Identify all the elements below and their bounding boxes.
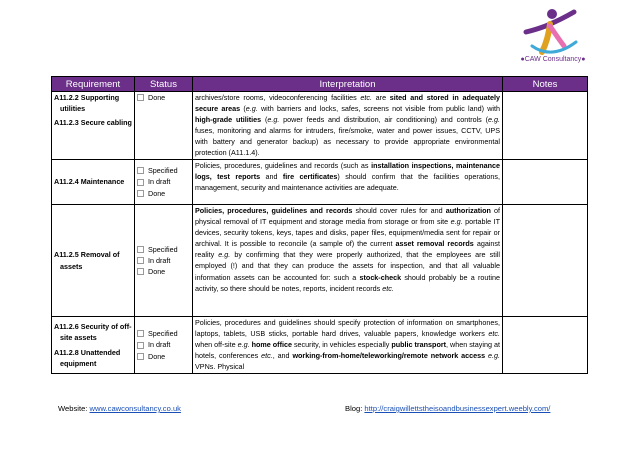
requirement-label: A11.2.4 Maintenance <box>54 177 125 187</box>
interpretation-text: ) should confirm that the facilities operations, management, security and maintenance activities are adequate. <box>195 172 500 193</box>
interpretation-text: ( <box>261 115 268 125</box>
interpretation-text: fire certificates <box>282 172 338 182</box>
interpretation-text: VPNs. Physical <box>195 362 245 372</box>
checkbox-icon[interactable] <box>137 190 144 197</box>
header-status: Status <box>135 77 193 92</box>
interpretation-text: e.g. <box>245 104 258 114</box>
notes-cell[interactable] <box>503 205 588 317</box>
header-requirement: Requirement <box>52 77 135 92</box>
status-option[interactable]: Done <box>137 351 190 362</box>
status-option[interactable]: Specified <box>137 328 190 339</box>
interpretation-text: , when staying at hotels, conferences <box>195 340 500 361</box>
interpretation-text: stock-check <box>359 272 402 282</box>
website-link[interactable]: www.cawconsultancy.co.uk <box>89 404 181 413</box>
interpretation-text: of physical removal of IT equipment and storage media from storage or from site <box>195 206 500 227</box>
interpretation-text: should cover rules for and <box>352 206 446 215</box>
interpretation-text: asset removal records <box>395 239 474 249</box>
interpretation-text: e.g. <box>218 250 231 260</box>
requirement-label: A11.2.2 Supporting utilities <box>54 93 120 114</box>
blog-footer: Blog: http://craigwillettstheisoandbusinessexpert.weebly.com/ <box>345 404 551 413</box>
requirement-label: A11.2.6 Security of off-site assets <box>54 322 132 343</box>
interpretation-text: etc. <box>382 283 394 293</box>
requirement-label: A11.2.8 Unattended equipment <box>54 347 121 368</box>
interpretation-text: Policies, procedures, guidelines and records (such as <box>195 161 372 170</box>
interpretation-text: home office <box>251 340 292 350</box>
interpretation-cell <box>193 205 503 317</box>
status-cell <box>135 317 193 374</box>
interpretation-text: etc. <box>360 93 372 102</box>
status-option[interactable]: Specified <box>137 165 190 176</box>
checkbox-icon[interactable] <box>137 179 144 186</box>
table-row <box>52 205 588 317</box>
interpretation-text: when off-site <box>195 340 238 350</box>
status-option[interactable]: In draft <box>137 339 190 350</box>
interpretation-text: etc. <box>261 351 273 361</box>
checkbox-icon[interactable] <box>137 167 144 174</box>
interpretation-text: fuses, monitoring and alarms for intruders, fire/smoke, water and power issues, CCTV, UPS with battery and generator backup) as necessary to provide appropriate environmental protection (A11.1.4). <box>195 126 500 158</box>
interpretation-text: by confirming that they were properly authorized, that the employees are still employed (!) and that they can produce the assets for inspection, and that all valuable information assets can be accounted for: such a <box>195 250 500 282</box>
interpretation-text: ( <box>240 104 246 114</box>
interpretation-cell <box>193 92 503 160</box>
requirement-cell <box>52 92 135 160</box>
interpretation-text: Policies, procedures and guidelines should specify protection of information on smartphones, laptops, tablets, USB sticks, portable hard drives, valuable papers, knowledge workers <box>195 318 500 339</box>
status-option[interactable]: In draft <box>137 255 190 266</box>
notes-cell[interactable] <box>503 317 588 374</box>
interpretation-text: and <box>260 172 283 182</box>
header-notes: Notes <box>503 77 588 92</box>
status-cell <box>135 160 193 205</box>
status-option[interactable]: Done <box>137 92 190 103</box>
interpretation-text: are <box>371 93 390 102</box>
interpretation-text: against reality <box>195 239 500 260</box>
interpretation-text: with barriers and locks, safes, screens not visible from public land) with <box>257 104 500 114</box>
interpretation-cell <box>193 160 503 205</box>
interpretation-text: should probably be a routine activity, so there should be notes, reports, incident records <box>195 272 500 293</box>
checkbox-icon[interactable] <box>137 342 144 349</box>
status-option[interactable]: Done <box>137 266 190 277</box>
status-option[interactable]: In draft <box>137 176 190 187</box>
header-interpretation: Interpretation <box>193 77 503 92</box>
website-footer: Website: www.cawconsultancy.co.uk <box>58 404 181 413</box>
brand-name: ●CAW Consultancy● <box>520 56 586 63</box>
table-row <box>52 317 588 374</box>
requirement-cell <box>52 160 135 205</box>
interpretation-text: e.g. <box>450 217 463 227</box>
interpretation-text: working-from-home/teleworking/remote network access <box>292 351 486 361</box>
interpretation-text: Policies, procedures, guidelines and records <box>195 206 353 215</box>
interpretation-text: security, in vehicles especially <box>291 340 392 350</box>
requirement-label: A11.2.3 Secure cabling <box>54 118 132 128</box>
status-option[interactable]: Done <box>137 188 190 199</box>
interpretation-text: , and <box>272 351 293 361</box>
status-cell <box>135 92 193 160</box>
checkbox-icon[interactable] <box>137 246 144 253</box>
interpretation-cell <box>193 317 503 374</box>
requirement-cell <box>52 317 135 374</box>
notes-cell[interactable] <box>503 160 588 205</box>
interpretation-text: e.g. <box>267 115 280 125</box>
table-row <box>52 160 588 205</box>
interpretation-text: etc. <box>488 329 500 339</box>
checkbox-icon[interactable] <box>137 353 144 360</box>
interpretation-text: installation inspections, maintenance logs, test reports <box>195 161 500 182</box>
requirement-cell <box>52 205 135 317</box>
table-row <box>52 92 588 160</box>
status-option[interactable]: Specified <box>137 244 190 255</box>
interpretation-text: portable IT devices, security tokens, keys, tapes and disks, paper files, equipment/media sent for repair or archival. It is possible to reconcile (a sample of) the current <box>195 217 500 249</box>
status-cell <box>135 205 193 317</box>
interpretation-text: high-grade utilities <box>195 115 262 125</box>
interpretation-text: power feeds and distribution, air conditioning) and controls ( <box>279 115 488 125</box>
interpretation-text: sited and stored in adequately secure areas <box>195 93 500 114</box>
requirement-label: A11.2.5 Removal of assets <box>54 250 120 271</box>
requirements-table <box>51 76 588 374</box>
checkbox-icon[interactable] <box>137 330 144 337</box>
checkbox-icon[interactable] <box>137 94 144 101</box>
interpretation-text: e.g. <box>237 340 250 350</box>
interpretation-text: authorization <box>445 206 491 215</box>
checkbox-icon[interactable] <box>137 268 144 275</box>
interpretation-text: public transport <box>391 340 447 350</box>
checkbox-icon[interactable] <box>137 257 144 264</box>
interpretation-text: e.g. <box>488 351 501 361</box>
blog-link[interactable]: http://craigwillettstheisoandbusinessexpert.weebly.com/ <box>364 404 551 413</box>
notes-cell[interactable] <box>503 92 588 160</box>
interpretation-text: e.g. <box>488 115 500 125</box>
interpretation-text: archives/store rooms, videoconferencing facilities <box>195 93 361 102</box>
